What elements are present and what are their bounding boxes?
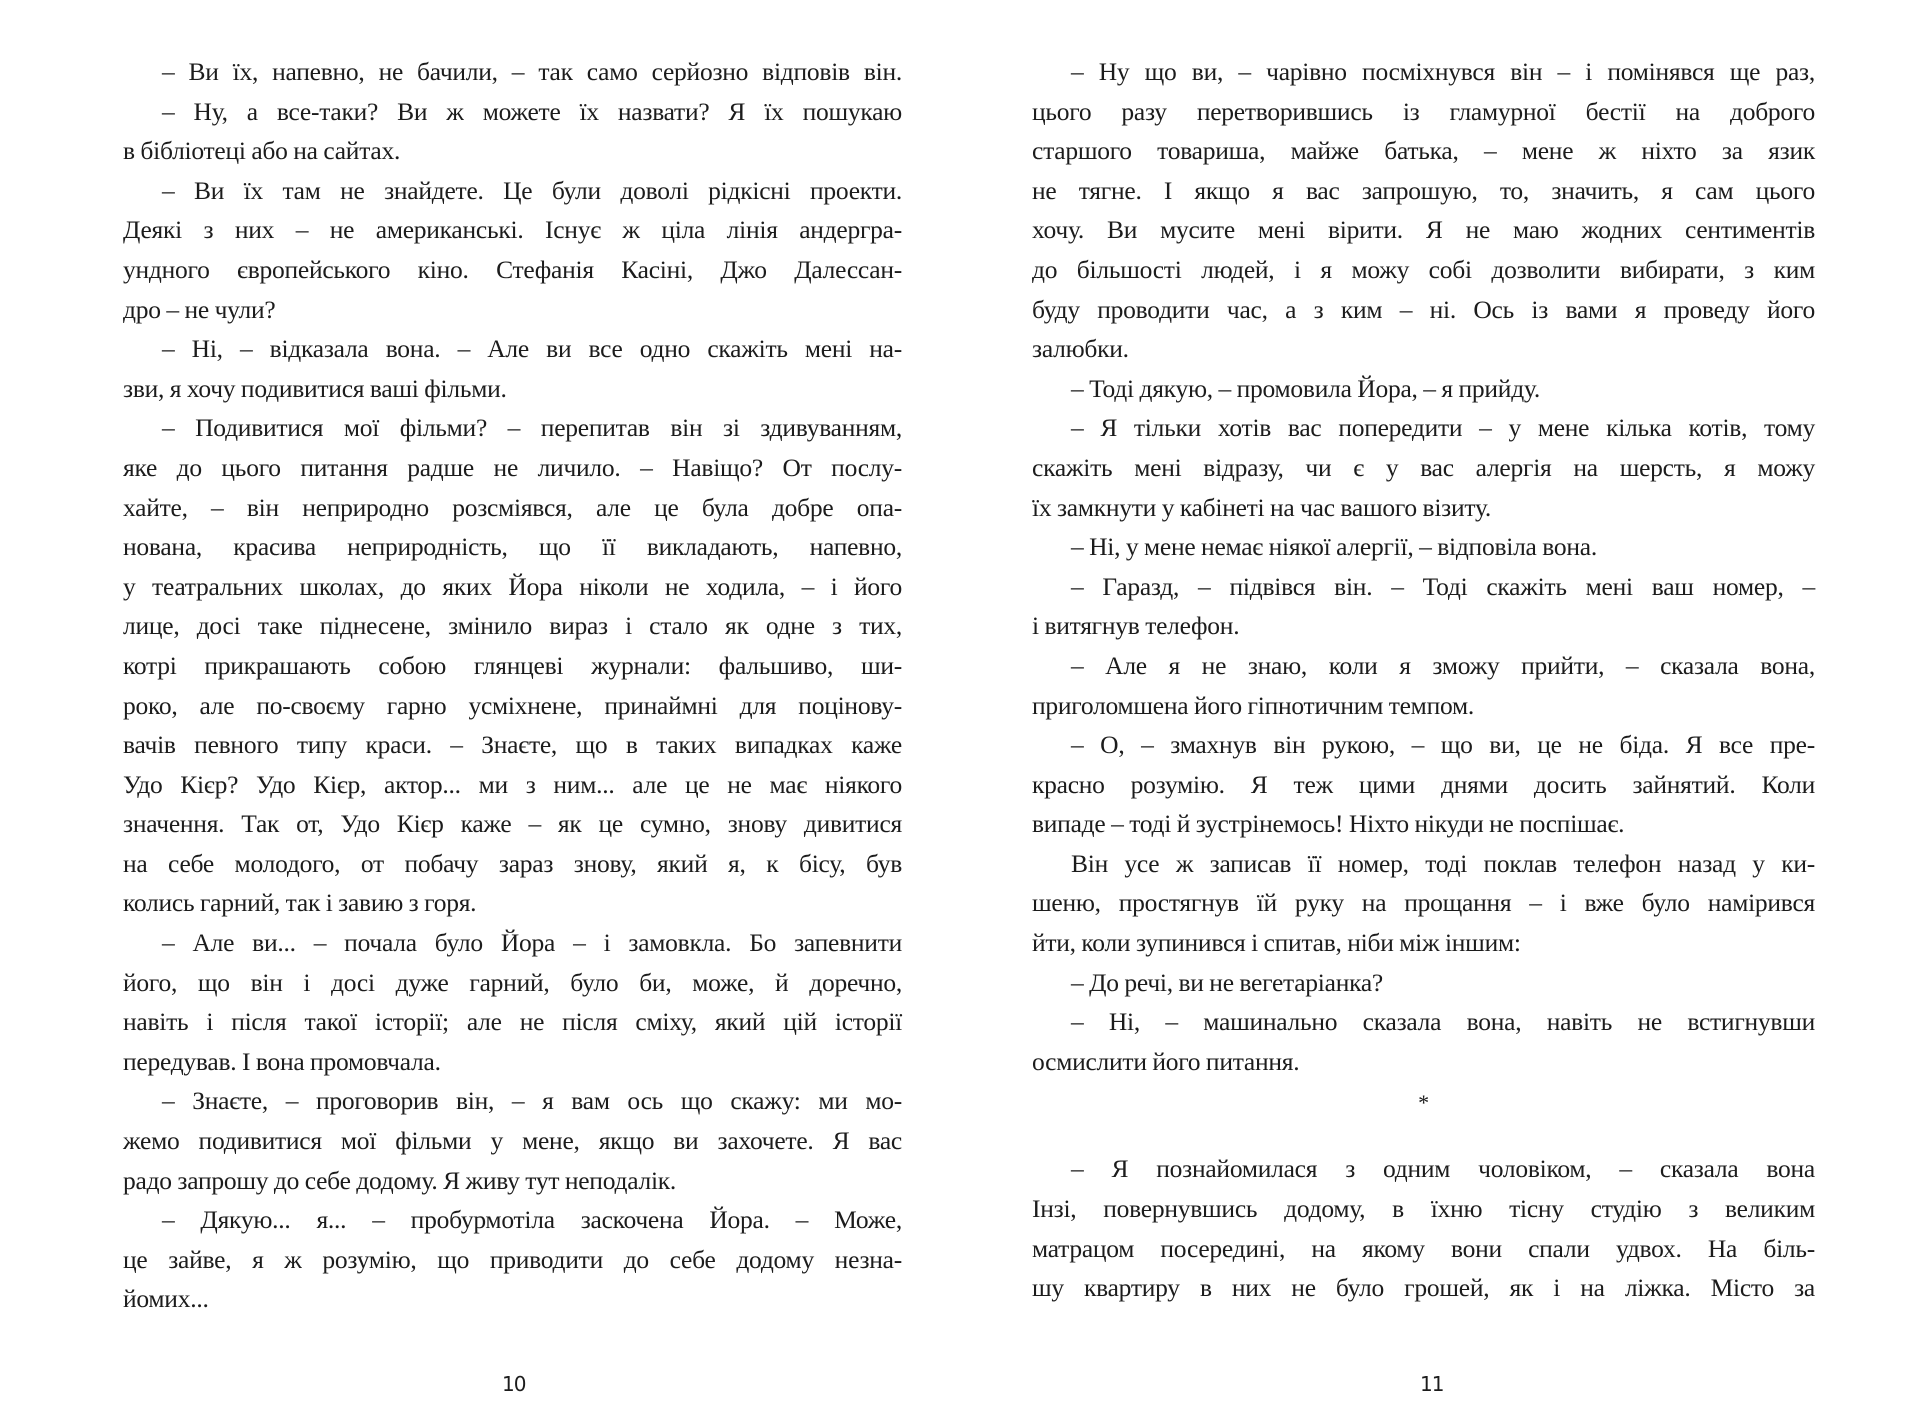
text-line: на себе молодого, от побачу зараз знову, який я, к бісу, був (123, 848, 902, 878)
page-number-left: 10 (502, 1372, 526, 1396)
text-line: – Тоді дякую, – промовила Йора, – я прийду. (1071, 373, 1540, 403)
text-line: скажіть мені відразу, чи є у вас алергія на шерсть, я можу (1032, 452, 1815, 482)
text-line: приголомшена його гіпнотичним темпом. (1032, 690, 1474, 720)
text-line: значення. Так от, Удо Кієр каже – як це сумно, знову дивитися (123, 809, 902, 839)
text-line: – Гаразд, – підвівся він. – Тоді скажіть мені ваш номер, – (1071, 571, 1815, 601)
text-line: зви, я хочу подивитися ваші фільми. (123, 373, 507, 403)
text-line: хочу. Ви мусите мені вірити. Я не маю жодних сентиментів (1032, 215, 1815, 245)
text-line: – Ні, – машинально сказала вона, навіть не встигнувши (1071, 1007, 1815, 1037)
text-line: навіть і після такої історії; але не після сміху, який цій історії (123, 1007, 902, 1037)
text-line: колись гарний, так і завию з горя. (123, 888, 477, 918)
text-line: Він усе ж записав її номер, тоді поклав телефон назад у ки- (1071, 848, 1815, 878)
text-line: Деякі з них – не американські. Існує ж ціла лінія андергра- (123, 215, 902, 245)
text-block-after-break (1032, 1149, 1815, 1307)
text-line: шеню, простягнув їй руку на прощання – і вже було намірився (1032, 888, 1815, 918)
text-line: йти, коли зупинився і спитав, ніби між іншим: (1032, 928, 1521, 958)
text-line: – Я познайомилася з одним чоловіком, – сказала вона (1071, 1154, 1815, 1184)
text-line: передував. І вона промовчала. (123, 1046, 441, 1076)
text-line: жемо подивитися мої фільми у мене, якщо ви захочете. Я вас (123, 1126, 902, 1156)
text-line: яке до цього питання радше не личило. – Навіщо? От послу- (123, 452, 902, 482)
text-line: їх замкнути у кабінеті на час вашого візиту. (1032, 492, 1492, 522)
text-line: до більшості людей, і я можу собі дозволити вибирати, з ким (1032, 254, 1815, 284)
text-line: шу квартиру в них не було грошей, як і на ліжка. Місто за (1032, 1273, 1815, 1303)
text-line: – О, – змахнув він рукою, – що ви, це не біда. Я все пре- (1071, 730, 1815, 760)
text-line: Удо Кієр? Удо Кієр, актор... ми з ним... але це не має ніякого (123, 769, 902, 799)
text-line: старшого товариша, майже батька, – мене ж ніхто за язик (1032, 136, 1815, 166)
text-line: котрі прикрашають собою глянцеві журнали: фальшиво, ши- (123, 650, 902, 680)
text-line: – Ні, – відказала вона. – Але ви все одно скажіть мені на- (162, 334, 902, 364)
section-break-asterisk: * (1418, 1090, 1429, 1116)
text-line: лице, досі таке піднесене, змінило вираз і стало як одне з тих, (123, 611, 902, 641)
text-line: нована, красива неприродність, що її викладають, напевно, (123, 532, 902, 562)
text-line: йомих... (123, 1284, 209, 1314)
page-number-right: 11 (1420, 1372, 1444, 1396)
text-line: – Ви їх там не знайдете. Це були доволі рідкісні проекти. (162, 175, 902, 205)
text-line: – Ви їх, напевно, не бачили, – так само серйозно відповів він. (162, 57, 902, 86)
text-line: Інзі, повернувшись додому, в їхню тісну студію з великим (1032, 1194, 1815, 1224)
left-page-text (123, 52, 902, 1319)
text-line: – Але я не знаю, коли я зможу прийти, – сказала вона, (1071, 650, 1815, 680)
text-line: і витягнув телефон. (1032, 611, 1240, 641)
text-line: це зайве, я ж розумію, що приводити до себе додому незна- (123, 1244, 902, 1274)
text-line: ундного європейського кіно. Стефанія Касіні, Джо Далессан- (123, 254, 902, 284)
text-line: матрацом посередині, на якому вони спали удвох. На біль- (1032, 1233, 1815, 1263)
text-line: в бібліотеці або на сайтах. (123, 136, 401, 166)
text-line: – Дякую... я... – пробурмотіла заскочена Йора. – Може, (162, 1205, 902, 1235)
text-line: випаде – тоді й зустрінемось! Ніхто нікуди не поспішає. (1032, 809, 1625, 839)
text-line: – Я тільки хотів вас попередити – у мене кілька котів, тому (1071, 413, 1815, 443)
text-line: – Ну що ви, – чарівно посміхнувся він – і помінявся ще раз, (1071, 57, 1815, 86)
text-line: – Знаєте, – проговорив він, – я вам ось що скажу: ми мо- (162, 1086, 902, 1116)
text-line: дро – не чули? (123, 294, 276, 324)
text-line: у театральних школах, до яких Йора ніколи не ходила, – і його (123, 571, 902, 601)
text-line: роко, але по-своєму гарно усміхнене, принаймні для поцінову- (123, 690, 902, 720)
text-line: залюбки. (1032, 334, 1129, 364)
text-line: красно розумію. Я теж цими днями досить зайнятий. Коли (1032, 769, 1815, 799)
text-line: – Подивитися мої фільми? – перепитав він зі здивуванням, (162, 413, 902, 443)
right-page (960, 0, 1920, 1426)
text-line: його, що він і досі дуже гарний, було би, може, й доречно, (123, 967, 902, 997)
text-line: цього разу перетворившись із гламурної бестії на доброго (1032, 96, 1815, 126)
text-line: – Ну, а все-таки? Ви ж можете їх назвати? Я їх пошукаю (162, 96, 902, 126)
text-line: хайте, – він неприродно розсміявся, але це була добре опа- (123, 492, 902, 522)
text-block-before-break (1032, 52, 1815, 1081)
text-line: – Але ви... – почала було Йора – і замовкла. Бо запевнити (162, 928, 902, 958)
right-page-text (1032, 52, 1815, 1308)
text-line: радо запрошу до себе додому. Я живу тут неподалік. (123, 1165, 677, 1195)
text-line: – Ні, у мене немає ніякої алергії, – відповіла вона. (1071, 532, 1597, 562)
text-line: вачів певного типу краси. – Знаєте, що в таких випадках каже (123, 730, 902, 760)
text-line: – До речі, ви не вегетаріанка? (1071, 967, 1383, 997)
text-line: буду проводити час, а з ким – ні. Ось із вами я проведу його (1032, 294, 1815, 324)
text-line: не тягне. І якщо я вас запрошую, то, значить, я сам цього (1032, 175, 1815, 205)
text-line: осмислити його питання. (1032, 1046, 1300, 1076)
